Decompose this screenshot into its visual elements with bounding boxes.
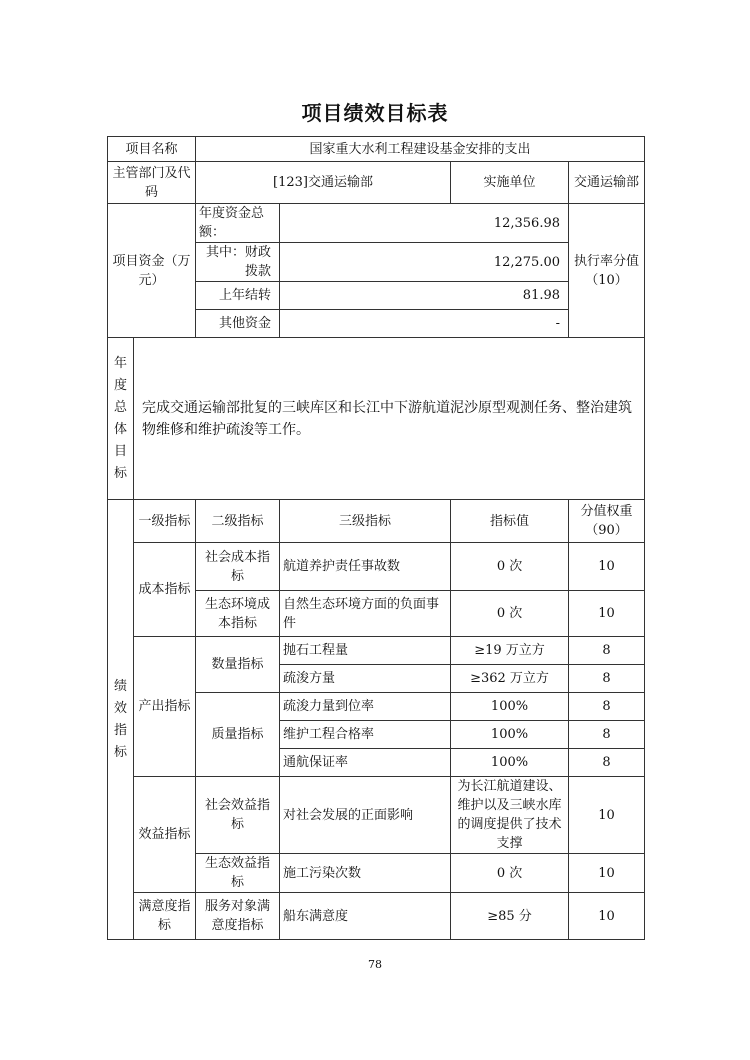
- project-name-value: 国家重大水利工程建设基金安排的支出: [196, 137, 645, 162]
- indicator-value: 0 次: [451, 854, 569, 893]
- table-row: [108, 543, 645, 591]
- project-name-row: [108, 137, 645, 162]
- indicator-weight: 8: [569, 693, 645, 721]
- header-level2: 二级指标: [196, 500, 280, 543]
- funds-total-label: 年度资金总额：: [196, 204, 280, 243]
- quantity-label: 数量指标: [196, 637, 280, 693]
- benefit-label: 效益指标: [134, 777, 196, 893]
- benefit-social-label: 社会效益指标: [196, 777, 280, 854]
- satisfaction-sub-label: 服务对象满意度指标: [196, 893, 280, 940]
- annual-goal-row: [108, 338, 645, 500]
- table-row: [108, 777, 645, 854]
- annual-goal-text: 完成交通运输部批复的三峡库区和长江中下游航道泥沙原型观测任务、整治建筑物维修和维护疏浚等工作。: [134, 338, 645, 500]
- page-number: 78: [368, 958, 382, 971]
- department-row: [108, 162, 645, 204]
- table-row: [108, 637, 645, 665]
- header-value: 指标值: [451, 500, 569, 543]
- indicator-weight: 8: [569, 637, 645, 665]
- indicator-weight: 8: [569, 721, 645, 749]
- funds-label: 项目资金（万元）: [108, 204, 196, 338]
- header-level3: 三级指标: [280, 500, 451, 543]
- indicator-value: 为长江航道建设、维护以及三峡水库的调度提供了技术支撑: [451, 777, 569, 854]
- implementer-label: 实施单位: [451, 162, 569, 204]
- output-label: 产出指标: [134, 637, 196, 777]
- funds-fiscal-label: 其中：财政拨款: [196, 243, 280, 282]
- indicator-weight: 8: [569, 665, 645, 693]
- indicator-weight: 10: [569, 777, 645, 854]
- perf-indicators-label: 绩效指标: [108, 500, 134, 940]
- indicator-name: 抛石工程量: [280, 637, 451, 665]
- exec-rate-label: 执行率分值（10）: [569, 204, 645, 338]
- indicator-weight: 10: [569, 854, 645, 893]
- indicator-value: 0 次: [451, 543, 569, 591]
- indicator-name: 维护工程合格率: [280, 721, 451, 749]
- indicator-value: 0 次: [451, 591, 569, 637]
- implementer-value: 交通运输部: [569, 162, 645, 204]
- indicator-value: 100%: [451, 693, 569, 721]
- indicator-name: 自然生态环境方面的负面事件: [280, 591, 451, 637]
- indicator-weight: 8: [569, 749, 645, 777]
- indicator-weight: 10: [569, 543, 645, 591]
- benefit-eco-label: 生态效益指标: [196, 854, 280, 893]
- funds-total-value: 12,356.98: [280, 204, 569, 243]
- header-weight: 分值权重（90）: [569, 500, 645, 543]
- project-name-label: 项目名称: [108, 137, 196, 162]
- indicator-value: ≥19 万立方: [451, 637, 569, 665]
- indicator-header-row: [108, 500, 645, 543]
- cost-eco-label: 生态环境成本指标: [196, 591, 280, 637]
- department-label: 主管部门及代码: [108, 162, 196, 204]
- indicator-name: 船东满意度: [280, 893, 451, 940]
- indicator-value: 100%: [451, 749, 569, 777]
- indicator-name: 通航保证率: [280, 749, 451, 777]
- indicator-value: 100%: [451, 721, 569, 749]
- satisfaction-label: 满意度指标: [134, 893, 196, 940]
- indicator-value: ≥362 万立方: [451, 665, 569, 693]
- indicator-name: 疏浚力量到位率: [280, 693, 451, 721]
- funds-other-label: 其他资金: [196, 310, 280, 338]
- funds-fiscal-value: 12,275.00: [280, 243, 569, 282]
- table-row: [108, 893, 645, 940]
- indicator-name: 施工污染次数: [280, 854, 451, 893]
- cost-label: 成本指标: [134, 543, 196, 637]
- funds-other-value: -: [280, 310, 569, 338]
- performance-table: [107, 136, 645, 940]
- indicator-value: ≥85 分: [451, 893, 569, 940]
- header-level1: 一级指标: [134, 500, 196, 543]
- annual-goal-label: 年度总体目标: [108, 338, 134, 500]
- funds-row: [108, 204, 645, 243]
- funds-carryover-value: 81.98: [280, 282, 569, 310]
- department-value: [123]交通运输部: [196, 162, 451, 204]
- funds-carryover-label: 上年结转: [196, 282, 280, 310]
- cost-social-label: 社会成本指标: [196, 543, 280, 591]
- indicator-name: 疏浚方量: [280, 665, 451, 693]
- page-title: 项目绩效目标表: [301, 101, 449, 125]
- quality-label: 质量指标: [196, 693, 280, 777]
- indicator-name: 对社会发展的正面影响: [280, 777, 451, 854]
- indicator-weight: 10: [569, 591, 645, 637]
- indicator-name: 航道养护责任事故数: [280, 543, 451, 591]
- indicator-weight: 10: [569, 893, 645, 940]
